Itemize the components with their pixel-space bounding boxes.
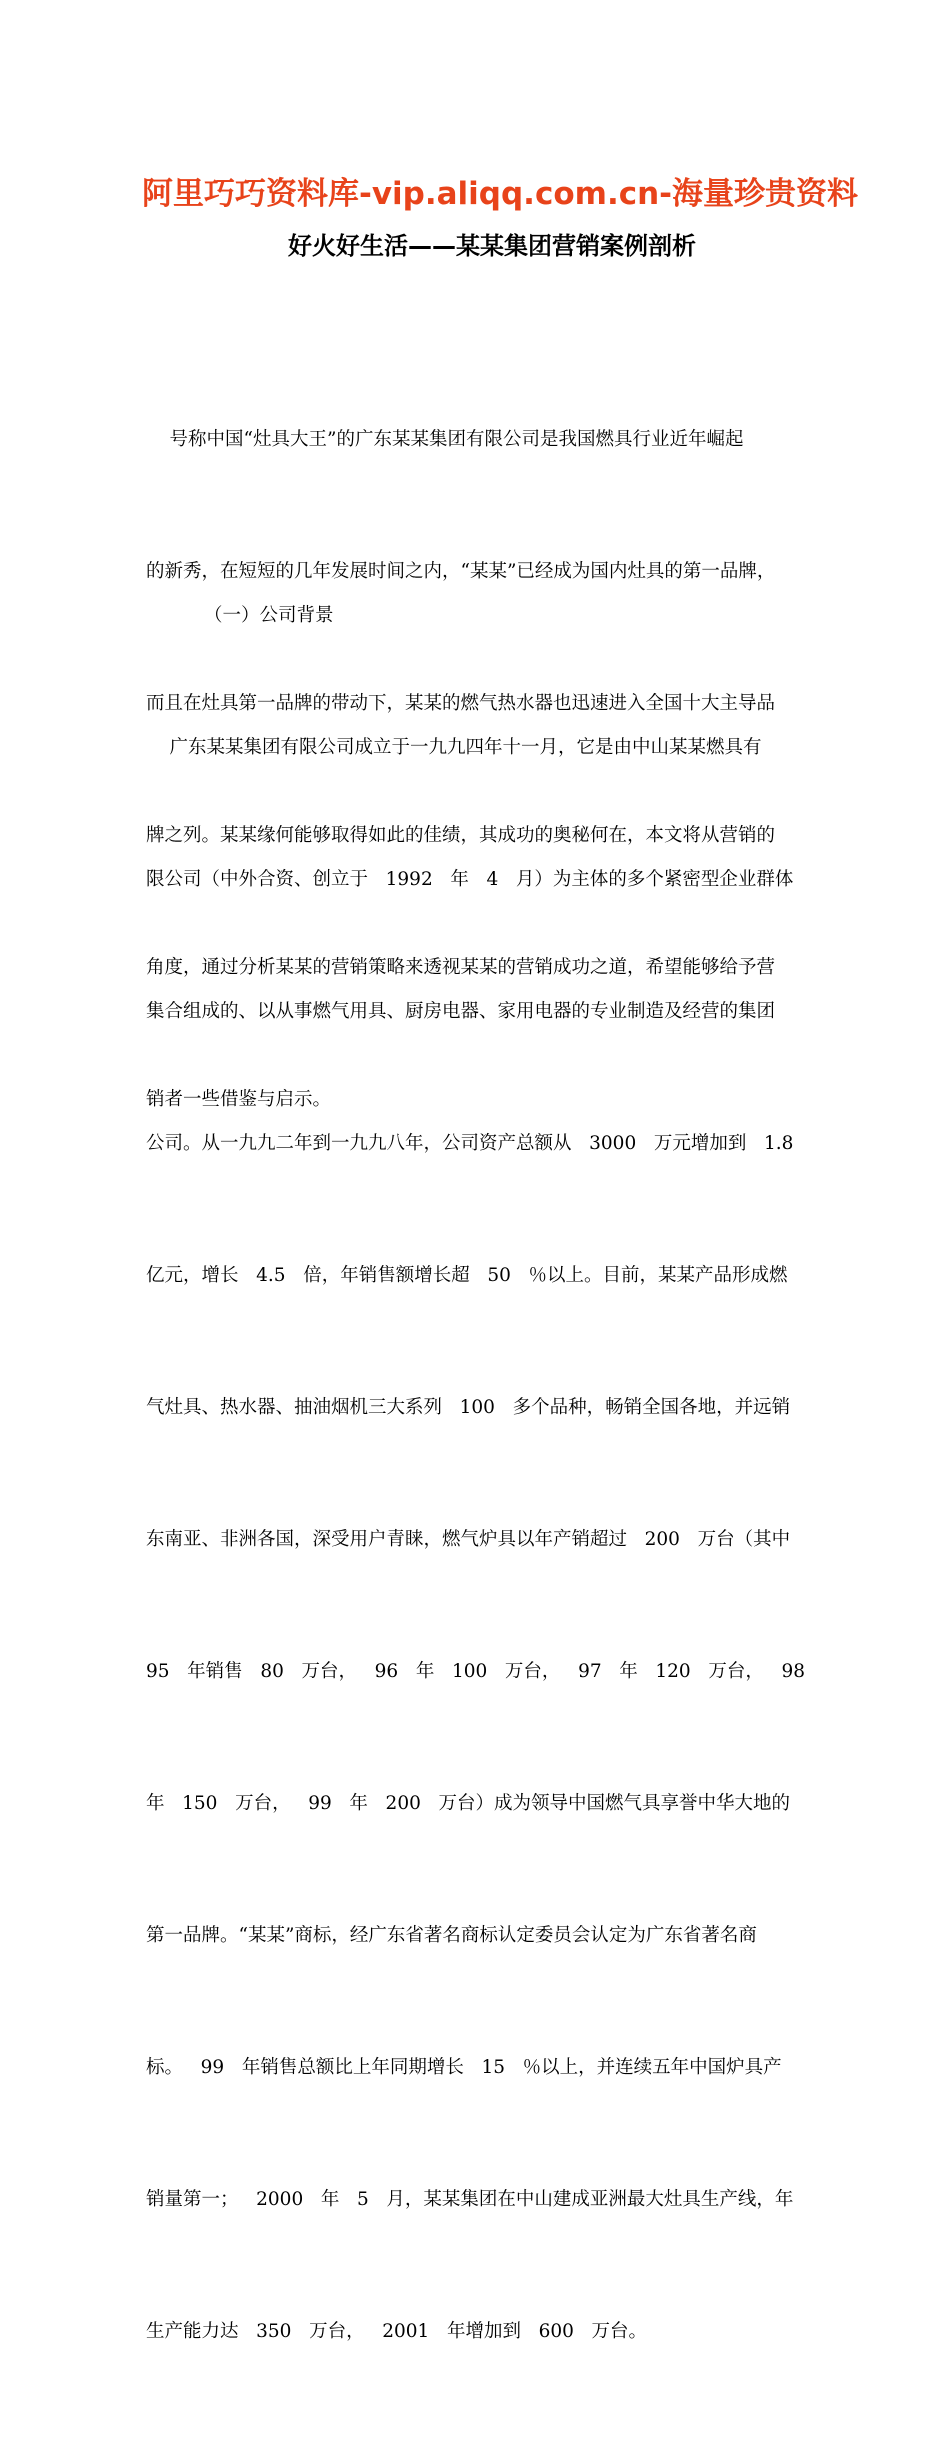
paragraph-line: 牌之列。某某缘何能够取得如此的佳绩，其成功的奥秘何在，本文将从营销的	[146, 825, 776, 846]
watermark-banner: 阿里巧巧资料库-vip.aliqq.com.cn-海量珍贵资料	[141, 176, 859, 212]
paragraph-line: 95 年销售 80 万台， 96 年 100 万台， 97 年 120 万台， 98	[146, 1661, 806, 1682]
paragraph-line: 的新秀，在短短的几年发展时间之内，“某某”已经成为国内灶具的第一品牌，	[146, 561, 776, 582]
paragraph-line: 生产能力达 350 万台， 2001 年增加到 600 万台。	[146, 2321, 648, 2342]
paragraph-line: 销者一些借鉴与启示。	[146, 1089, 332, 1110]
paragraph-line: 而且在灶具第一品牌的带动下，某某的燃气热水器也迅速进入全国十大主导品	[146, 693, 776, 714]
section-heading: （一）公司背景	[204, 605, 334, 626]
paragraph-line: 标。 99 年销售总额比上年同期增长 15 ％以上，并连续五年中国炉具产	[146, 2057, 782, 2078]
paragraph-line: 角度，通过分析某某的营销策略来透视某某的营销成功之道，希望能够给予营	[146, 957, 776, 978]
paragraph-line: 年 150 万台， 99 年 200 万台）成为领导中国燃气具享誉中华大地的	[146, 1793, 791, 1814]
paragraph-line: 号称中国“灶具大王”的广东某某集团有限公司是我国燃具行业近年崛起	[146, 429, 744, 450]
paragraph-line: 气灶具、热水器、抽油烟机三大系列 100 多个品种，畅销全国各地，并远销	[146, 1397, 791, 1418]
background-paragraph	[146, 638, 826, 2442]
paragraph-line: 集合组成的、以从事燃气用具、厨房电器、家用电器的专业制造及经营的集团	[146, 1001, 776, 1022]
paragraph-line: 限公司（中外合资、创立于 1992 年 4 月）为主体的多个紧密型企业群体	[146, 869, 794, 890]
paragraph-line: 公司。从一九九二年到一九九八年，公司资产总额从 3000 万元增加到 1.8	[146, 1133, 794, 1154]
paragraph-line: 广东某某集团有限公司成立于一九九四年十一月，它是由中山某某燃具有	[146, 737, 762, 758]
paragraph-line: 第一品牌。“某某”商标，经广东省著名商标认定委员会认定为广东省著名商	[146, 1925, 757, 1946]
document-title: 好火好生活——某某集团营销案例剖析	[288, 232, 696, 260]
paragraph-line: 销量第一； 2000 年 5 月，某某集团在中山建成亚洲最大灶具生产线，年	[146, 2189, 794, 2210]
paragraph-line: 亿元，增长 4.5 倍，年销售额增长超 50 ％以上。目前，某某产品形成燃	[146, 1265, 788, 1286]
paragraph-line: 东南亚、非洲各国，深受用户青睐，燃气炉具以年产销超过 200 万台（其中	[146, 1529, 791, 1550]
